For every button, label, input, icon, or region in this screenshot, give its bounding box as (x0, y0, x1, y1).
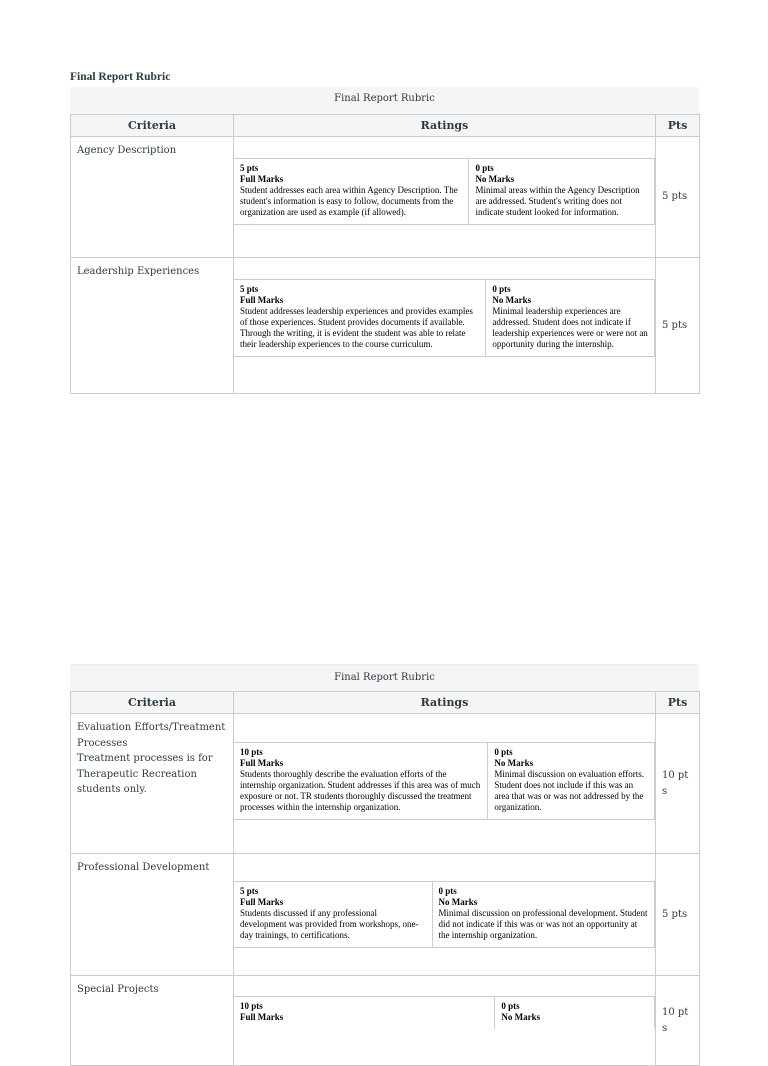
rating-description: Student addresses leadership experiences and provides examples of those experiences. Student provides documents if available. Through the writing, it is evident the student was able to relate their leadership experiences to the course curriculum. (240, 306, 473, 349)
criteria-header: Criteria (71, 115, 234, 137)
rating-no-marks[interactable] (487, 743, 654, 819)
rating-points: 10 pts (240, 747, 263, 757)
rating-points: 0 pts (438, 886, 457, 896)
rating-description: Students thoroughly describe the evaluation efforts of the internship organization. Student addresses if this area was of much exposure or not. TR students thoroughly discussed the treatment processes within the internship organization. (240, 769, 481, 812)
table-row (71, 137, 700, 258)
rating-no-marks[interactable] (494, 997, 654, 1029)
table-row (71, 258, 700, 394)
rating-title: Full Marks (240, 758, 284, 768)
rating-title: Full Marks (240, 897, 284, 907)
points-cell: 10 pts (656, 976, 700, 1066)
rating-title: No Marks (492, 295, 532, 305)
points-cell: 10 pts (656, 714, 700, 854)
rating-title: Full Marks (240, 1012, 284, 1022)
rating-no-marks[interactable] (468, 159, 654, 224)
page-title: Final Report Rubric (70, 71, 171, 83)
ratings-header: Ratings (234, 115, 656, 137)
ratings-header: Ratings (234, 692, 656, 714)
criterion-cell: Special Projects (71, 976, 234, 1066)
rating-title: No Marks (475, 174, 515, 184)
rubric-table-2 (70, 664, 699, 1066)
table-caption: Final Report Rubric (70, 664, 699, 691)
rubric-table-1 (70, 87, 699, 394)
rating-full-marks[interactable] (234, 743, 487, 819)
rating-description: Minimal areas within the Agency Description are addressed. Student's writing does not indicate student looked for information. (475, 185, 640, 217)
rating-full-marks[interactable] (234, 997, 494, 1029)
pts-header: Pts (656, 115, 700, 137)
criterion-cell: Leadership Experiences (71, 258, 234, 394)
header-row (71, 115, 700, 137)
rating-title: No Marks (438, 897, 478, 907)
rating-title: Full Marks (240, 295, 284, 305)
table-row (71, 714, 700, 854)
rating-full-marks[interactable] (234, 280, 485, 356)
rating-no-marks[interactable] (432, 882, 654, 947)
rating-points: 0 pts (475, 163, 494, 173)
ratings-cell (234, 854, 656, 976)
rating-description: Minimal discussion on professional development. Student did not indicate if this was or was not an opportunity at the internship organization. (438, 908, 648, 940)
rating-points: 0 pts (501, 1001, 520, 1011)
points-cell: 5 pts (656, 854, 700, 976)
points-cell: 5 pts (656, 137, 700, 258)
rating-points: 10 pts (240, 1001, 263, 1011)
rating-title: No Marks (494, 758, 534, 768)
pts-header: Pts (656, 692, 700, 714)
ratings-cell (234, 258, 656, 394)
table-row (71, 854, 700, 976)
criteria-header: Criteria (71, 692, 234, 714)
rating-description: Minimal discussion on evaluation efforts. Student does not include if this was an area that was or was not addressed by the organization. (494, 769, 644, 812)
ratings-cell (234, 137, 656, 258)
table-row (71, 976, 700, 1066)
criterion-cell: Agency Description (71, 137, 234, 258)
rating-points: 5 pts (240, 284, 259, 294)
ratings-cell (234, 976, 656, 1066)
rating-description: Students discussed if any professional development was provided from workshops, one-day trainings, to certifications. (240, 908, 419, 940)
rating-points: 5 pts (240, 886, 259, 896)
rating-points: 5 pts (240, 163, 259, 173)
rating-points: 0 pts (494, 747, 513, 757)
header-row (71, 692, 700, 714)
rating-no-marks[interactable] (485, 280, 654, 356)
criterion-cell: Professional Development (71, 854, 234, 976)
rating-description: Student addresses each area within Agency Description. The student's information is easy to follow, documents from the organization are used as example (if allowed). (240, 185, 458, 217)
rating-points: 0 pts (492, 284, 511, 294)
ratings-cell (234, 714, 656, 854)
criterion-cell: Evaluation Efforts/Treatment Processes Treatment processes is for Therapeutic Recreation students only. (71, 714, 234, 854)
table-caption: Final Report Rubric (70, 87, 699, 114)
rating-full-marks[interactable] (234, 882, 432, 947)
rating-title: Full Marks (240, 174, 284, 184)
rating-description: Minimal leadership experiences are addressed. Student does not indicate if leadership experiences were or were not an opportunity during the internship. (492, 306, 648, 349)
rating-full-marks[interactable] (234, 159, 468, 224)
points-cell: 5 pts (656, 258, 700, 394)
rating-title: No Marks (501, 1012, 541, 1022)
